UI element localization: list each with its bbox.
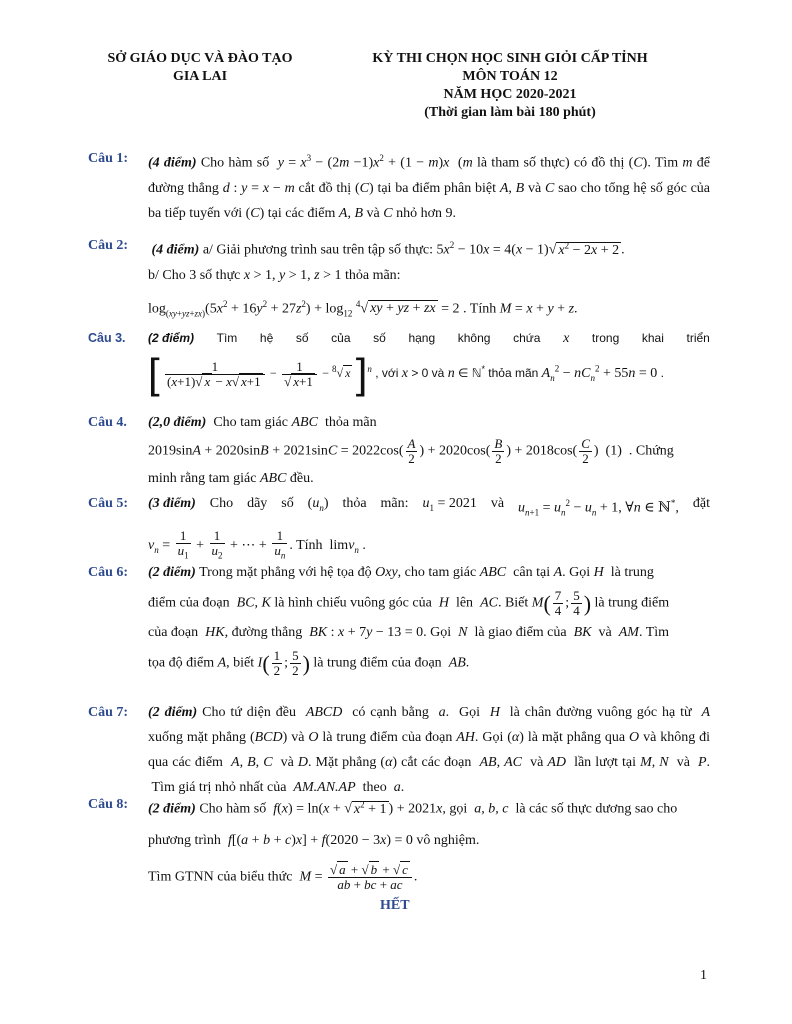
question-3: Câu 3. (2 điểm) Tìm hệ số của số hạng không chứa x trong khai triển [ $\frac{1}{(x+1)√ x - x√ x+1}$ − $\frac{1}{√ x+1}$ − $^8$√ x ]$^n$ , với x > 0 và n ∈ ℕ* thỏa mãn $A_n^2 - nC_n^2 + 55n = 0$ . <box>88 326 710 395</box>
issuer-line-1: SỞ GIÁO DỤC VÀ ĐÀO TẠO <box>107 51 293 66</box>
question-points: (4 điểm) <box>151 242 200 258</box>
question-number: Câu 6: <box>88 565 129 580</box>
question-points: (3 điểm) <box>148 496 196 511</box>
question-number: Câu 3. <box>88 331 126 345</box>
question-number: Câu 1: <box>88 151 129 166</box>
question-number: Câu 7: <box>88 705 129 720</box>
question-4: Câu 4. (2,0 điểm) Cho tam giác ABC thỏa mãn 2019sinA + 2020sinB + 2021sinC = 2022cos( $\frac{A}{2}$ ) + 2020cos( $\frac{B}{2}$ ) + 2018cos( $\frac{C}{2}$ ) (1) . Chứng minh rằng tam giác ABC đều. <box>88 410 710 491</box>
exam-title-block <box>340 50 680 122</box>
question-points: (2 điểm) <box>148 565 196 580</box>
question-points: (2 điểm) <box>148 705 198 720</box>
page-number: 1 <box>700 968 707 983</box>
exam-duration: (Thời gian làm bài 180 phút) <box>424 105 596 120</box>
question-5: Câu 5: (3 điểm) Cho dãy số $(u_n)$ thỏa mãn: $u_1 = 2021$ và $u_{n+1} = u_n^2 - u_n + 1$, ∀n ∈ ℕ*, đặt $v_n$ = $\frac{1}{u_1}$ + $\frac{1}{u_2}$ + ⋯ + $\frac{1}{u_n}$ . Tính limv$_n$ . <box>88 491 710 563</box>
end-mark: HẾT <box>380 898 410 913</box>
question-8: Câu 8: (2 điểm) Cho hàm số f(x) = ln(x + √ $x^2 + 1$ ) + 2021x, gọi a, b, c là các số thực dương sao cho phương trình f[(a + b + c)x] + f(2020 − 3x) = 0 vô nghiệm. Tìm GTNN của biểu thức M = $\frac{√ a + √ b + √ c}{ab + bc + ac}$ . <box>88 792 710 892</box>
question-number: Câu 4. <box>88 415 127 430</box>
question-points: (4 điểm) <box>148 155 197 171</box>
issuer-line-2: GIA LAI <box>172 69 228 84</box>
question-points: (2,0 điểm) <box>148 415 207 430</box>
question-points: (2 điểm) <box>148 801 196 817</box>
exam-year: NĂM HỌC 2020-2021 <box>443 87 577 102</box>
question-number: Câu 8: <box>88 797 129 812</box>
issuer-block <box>80 50 320 86</box>
question-number: Câu 5: <box>88 496 129 511</box>
question-6: Câu 6: (2 điểm) Trong mặt phẳng với hệ tọa độ Oxy, cho tam giác ABC cân tại A. Gọi H là trung điểm của đoạn BC, K là hình chiếu vuông góc của H lên AC. Biết M( $\frac{7}{4}$ ; $\frac{5}{4}$ ) là trung điểm của đoạn HK, đường thẳng BK : x + 7y − 13 = 0. Gọi N là giao điểm của BK và AM. Tìm tọa độ điểm A, biết I( $\frac{1}{2}$ ; $\frac{5}{2}$ ) là trung điểm của đoạn AB. <box>88 560 710 678</box>
exam-subject: MÔN TOÁN 12 <box>462 69 558 84</box>
question-number: Câu 2: <box>88 238 129 253</box>
question-1: Câu 1: (4 điểm) Cho hàm số $y = x^3 - (2m -1)x^2 + (1 - m)x$ (m là tham số thực) có đồ thị (C). Tìm m để đường thẳng d : y = x − m cắt đồ thị (C) tại ba điểm phân biệt A, B và C sao cho tổng hệ số góc của ba tiếp tuyến với (C) tại các điểm A, B và C nhỏ hơn 9. <box>88 146 710 226</box>
exam-title: KỲ THI CHỌN HỌC SINH GIỎI CẤP TỈNH <box>372 51 648 66</box>
question-2: Câu 2: (4 điểm) a/ Giải phương trình sau trên tập số thực: $5x^2 - 10x = 4(x - 1)√$ $x^2 - 2x + 2$ . b/ Cho 3 số thực x > 1, y > 1, z > 1 thỏa mãn: $\log_{(xy+yz+zx)}(5x^2 + 16y^2 + 27z^2) + \log_{12} ^4√$ xy + yz + zx = 2 . Tính M = x + y + z. <box>88 233 710 326</box>
question-7: Câu 7: (2 điểm) Cho tứ diện đều ABCD có cạnh bằng a. Gọi H là chân đường vuông góc hạ từ A xuống mặt phẳng (BCD) và O là trung điểm của đoạn AH. Gọi (α) là mặt phẳng qua O và không đi qua các điểm A, B, C và D. Mặt phẳng (α) cắt các đoạn AB, AC và AD lần lượt tại M, N và P. Tìm giá trị nhỏ nhất của AM.AN.AP theo a. <box>88 700 710 800</box>
question-points: (2 điểm) <box>148 331 195 345</box>
